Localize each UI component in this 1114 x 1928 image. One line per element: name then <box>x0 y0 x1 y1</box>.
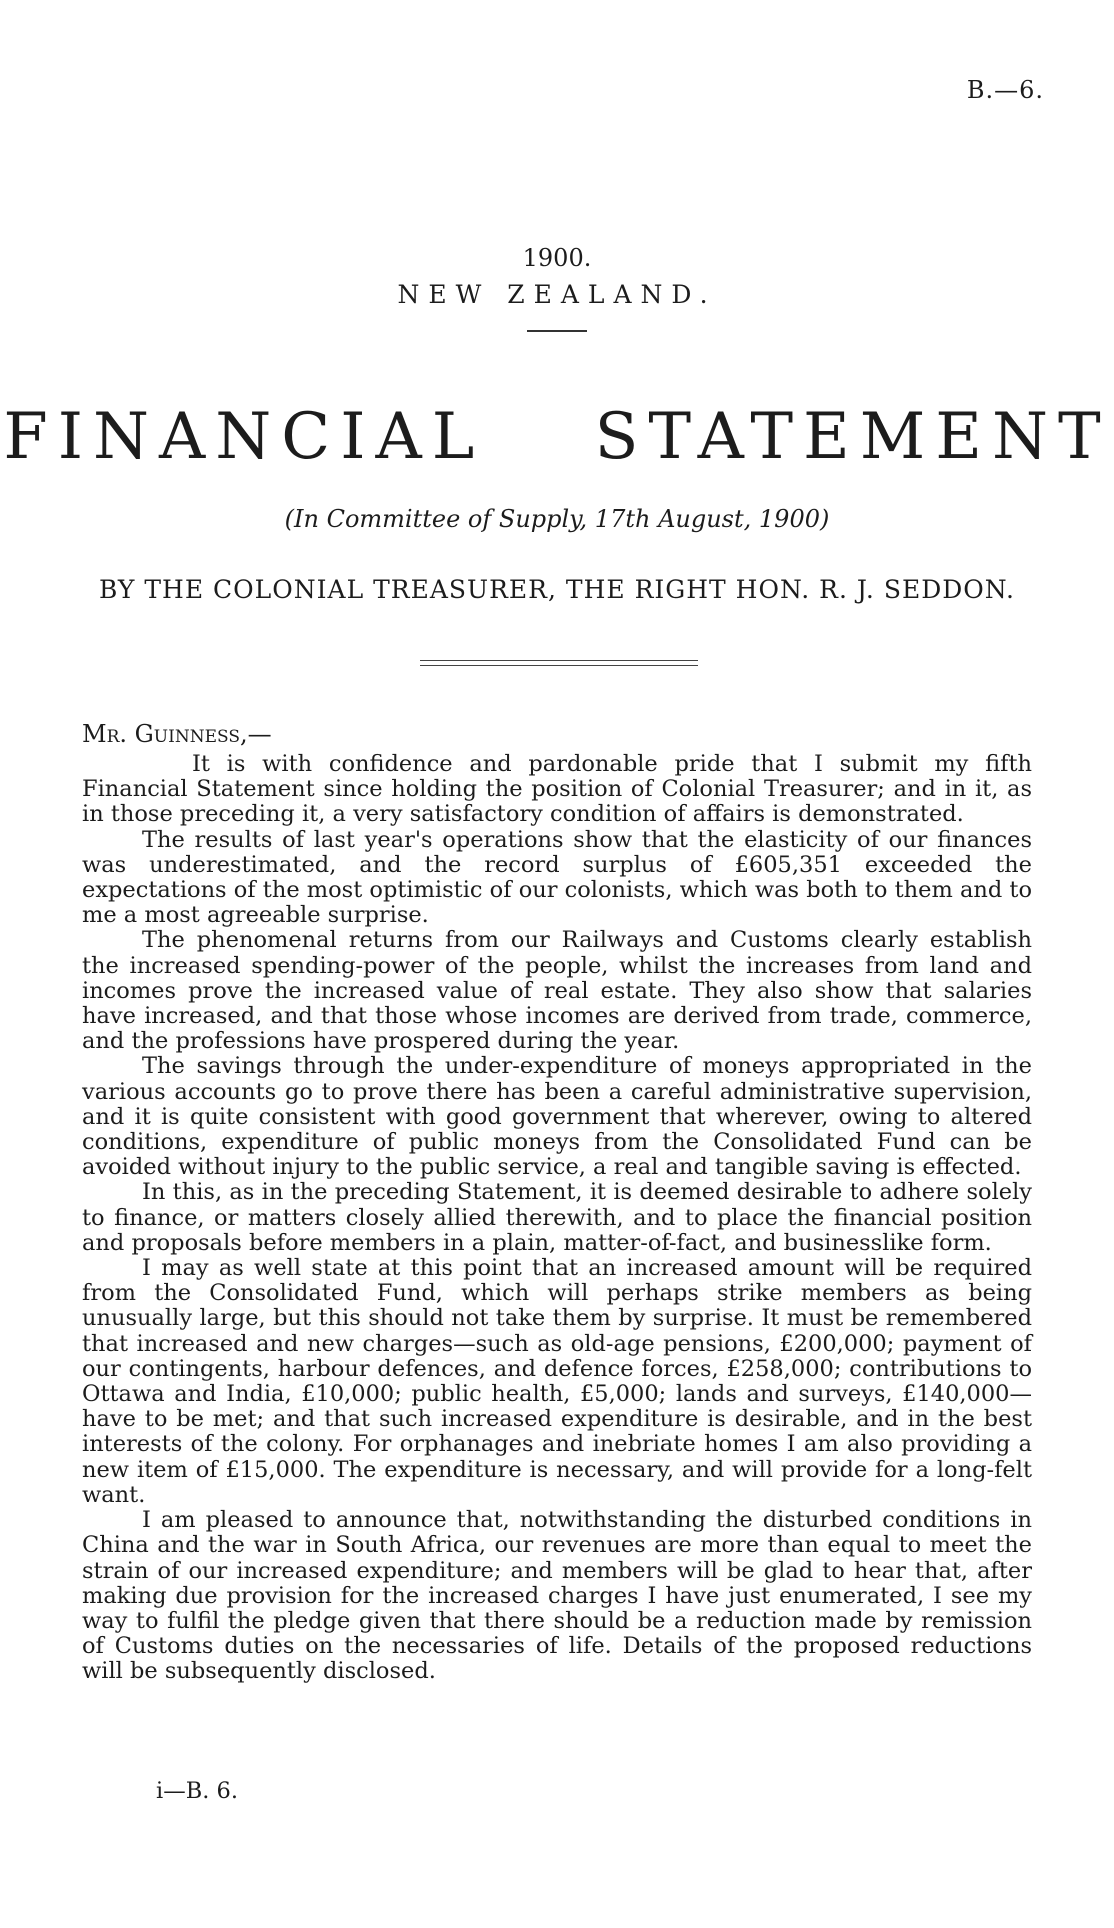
page-reference: B.—6. <box>966 76 1044 104</box>
double-divider <box>420 660 698 666</box>
paragraph: The savings through the under-expenditure of moneys appropriated in the various accounts go to prove there has been a careful administrative supervision, and it is quite consistent with good government that wherever, owing to altered conditions, expenditure of public moneys from the Consolidated Fund can be avoided without injury to the public service, a real and tangible saving is effected. <box>82 1053 1032 1181</box>
paragraph: I may as well state at this point that an increased amount will be required from the Consolidated Fund, which will perhaps strike members as being unusually large, but this should not take them by surprise. It must be remembered that increased and new charges—such as old-age pensions, £200,000; payment of our contingents, harbour defences, and defence forces, £258,000; contributions to Ottawa and India, £10,000; public health, £5,000; lands and surveys, £140,000—have to be met; and that such increased expenditure is desirable, and in the best interests of the colony. For orphanages and inebriate homes I am also providing a new item of £15,000. The expenditure is necessary, and will provide for a long-felt want. <box>82 1255 1032 1508</box>
byline: BY THE COLONIAL TREASURER, THE RIGHT HON. R. J. SEDDON. <box>98 575 1016 604</box>
paragraph: In this, as in the preceding Statement, it is deemed desirable to adhere solely to finance, or matters closely allied therewith, and to place the financial position and proposals before members in a plain, matter-of-fact, and businesslike form. <box>82 1179 1032 1256</box>
document-year: 1900. <box>522 244 592 272</box>
page-title: FINANCIAL STATEMENT <box>3 400 1111 474</box>
paragraph: It is with confidence and pardonable pride that I submit my fifth Financial Statement since holding the position of Colonial Treasurer; and in it, as in those preceding it, a very satisfactory condition of affairs is demonstrated. <box>82 751 1032 828</box>
country-heading: NEW ZEALAND. <box>397 280 717 309</box>
salutation: Mr. Guinness,— <box>82 720 272 748</box>
signature-mark: i—B. 6. <box>156 1778 239 1804</box>
short-divider <box>527 330 587 332</box>
paragraph: I am pleased to announce that, notwithstanding the disturbed conditions in China and the war in South Africa, our revenues are more than equal to meet the strain of our increased expenditure; and members will be glad to hear that, after making due provision for the increased charges I have just enumerated, I see my way to fulfil the pledge given that there should be a reduction made by remission of Customs duties on the necessaries of life. Details of the proposed reductions will be subsequently disclosed. <box>82 1507 1032 1685</box>
statement-body <box>82 752 1032 1685</box>
subtitle: (In Committee of Supply, 17th August, 1900) <box>284 505 830 533</box>
paragraph: The phenomenal returns from our Railways and Customs clearly establish the increased spending-power of the people, whilst the increases from land and incomes prove the increased value of real estate. They also show that salaries have increased, and that those whose incomes are derived from trade, commerce, and the professions have prospered during the year. <box>82 927 1032 1055</box>
paragraph: The results of last year's operations show that the elasticity of our finances was underestimated, and the record surplus of £605,351 exceeded the expectations of the most optimistic of our colonists, which was both to them and to me a most agreeable surprise. <box>82 826 1032 929</box>
